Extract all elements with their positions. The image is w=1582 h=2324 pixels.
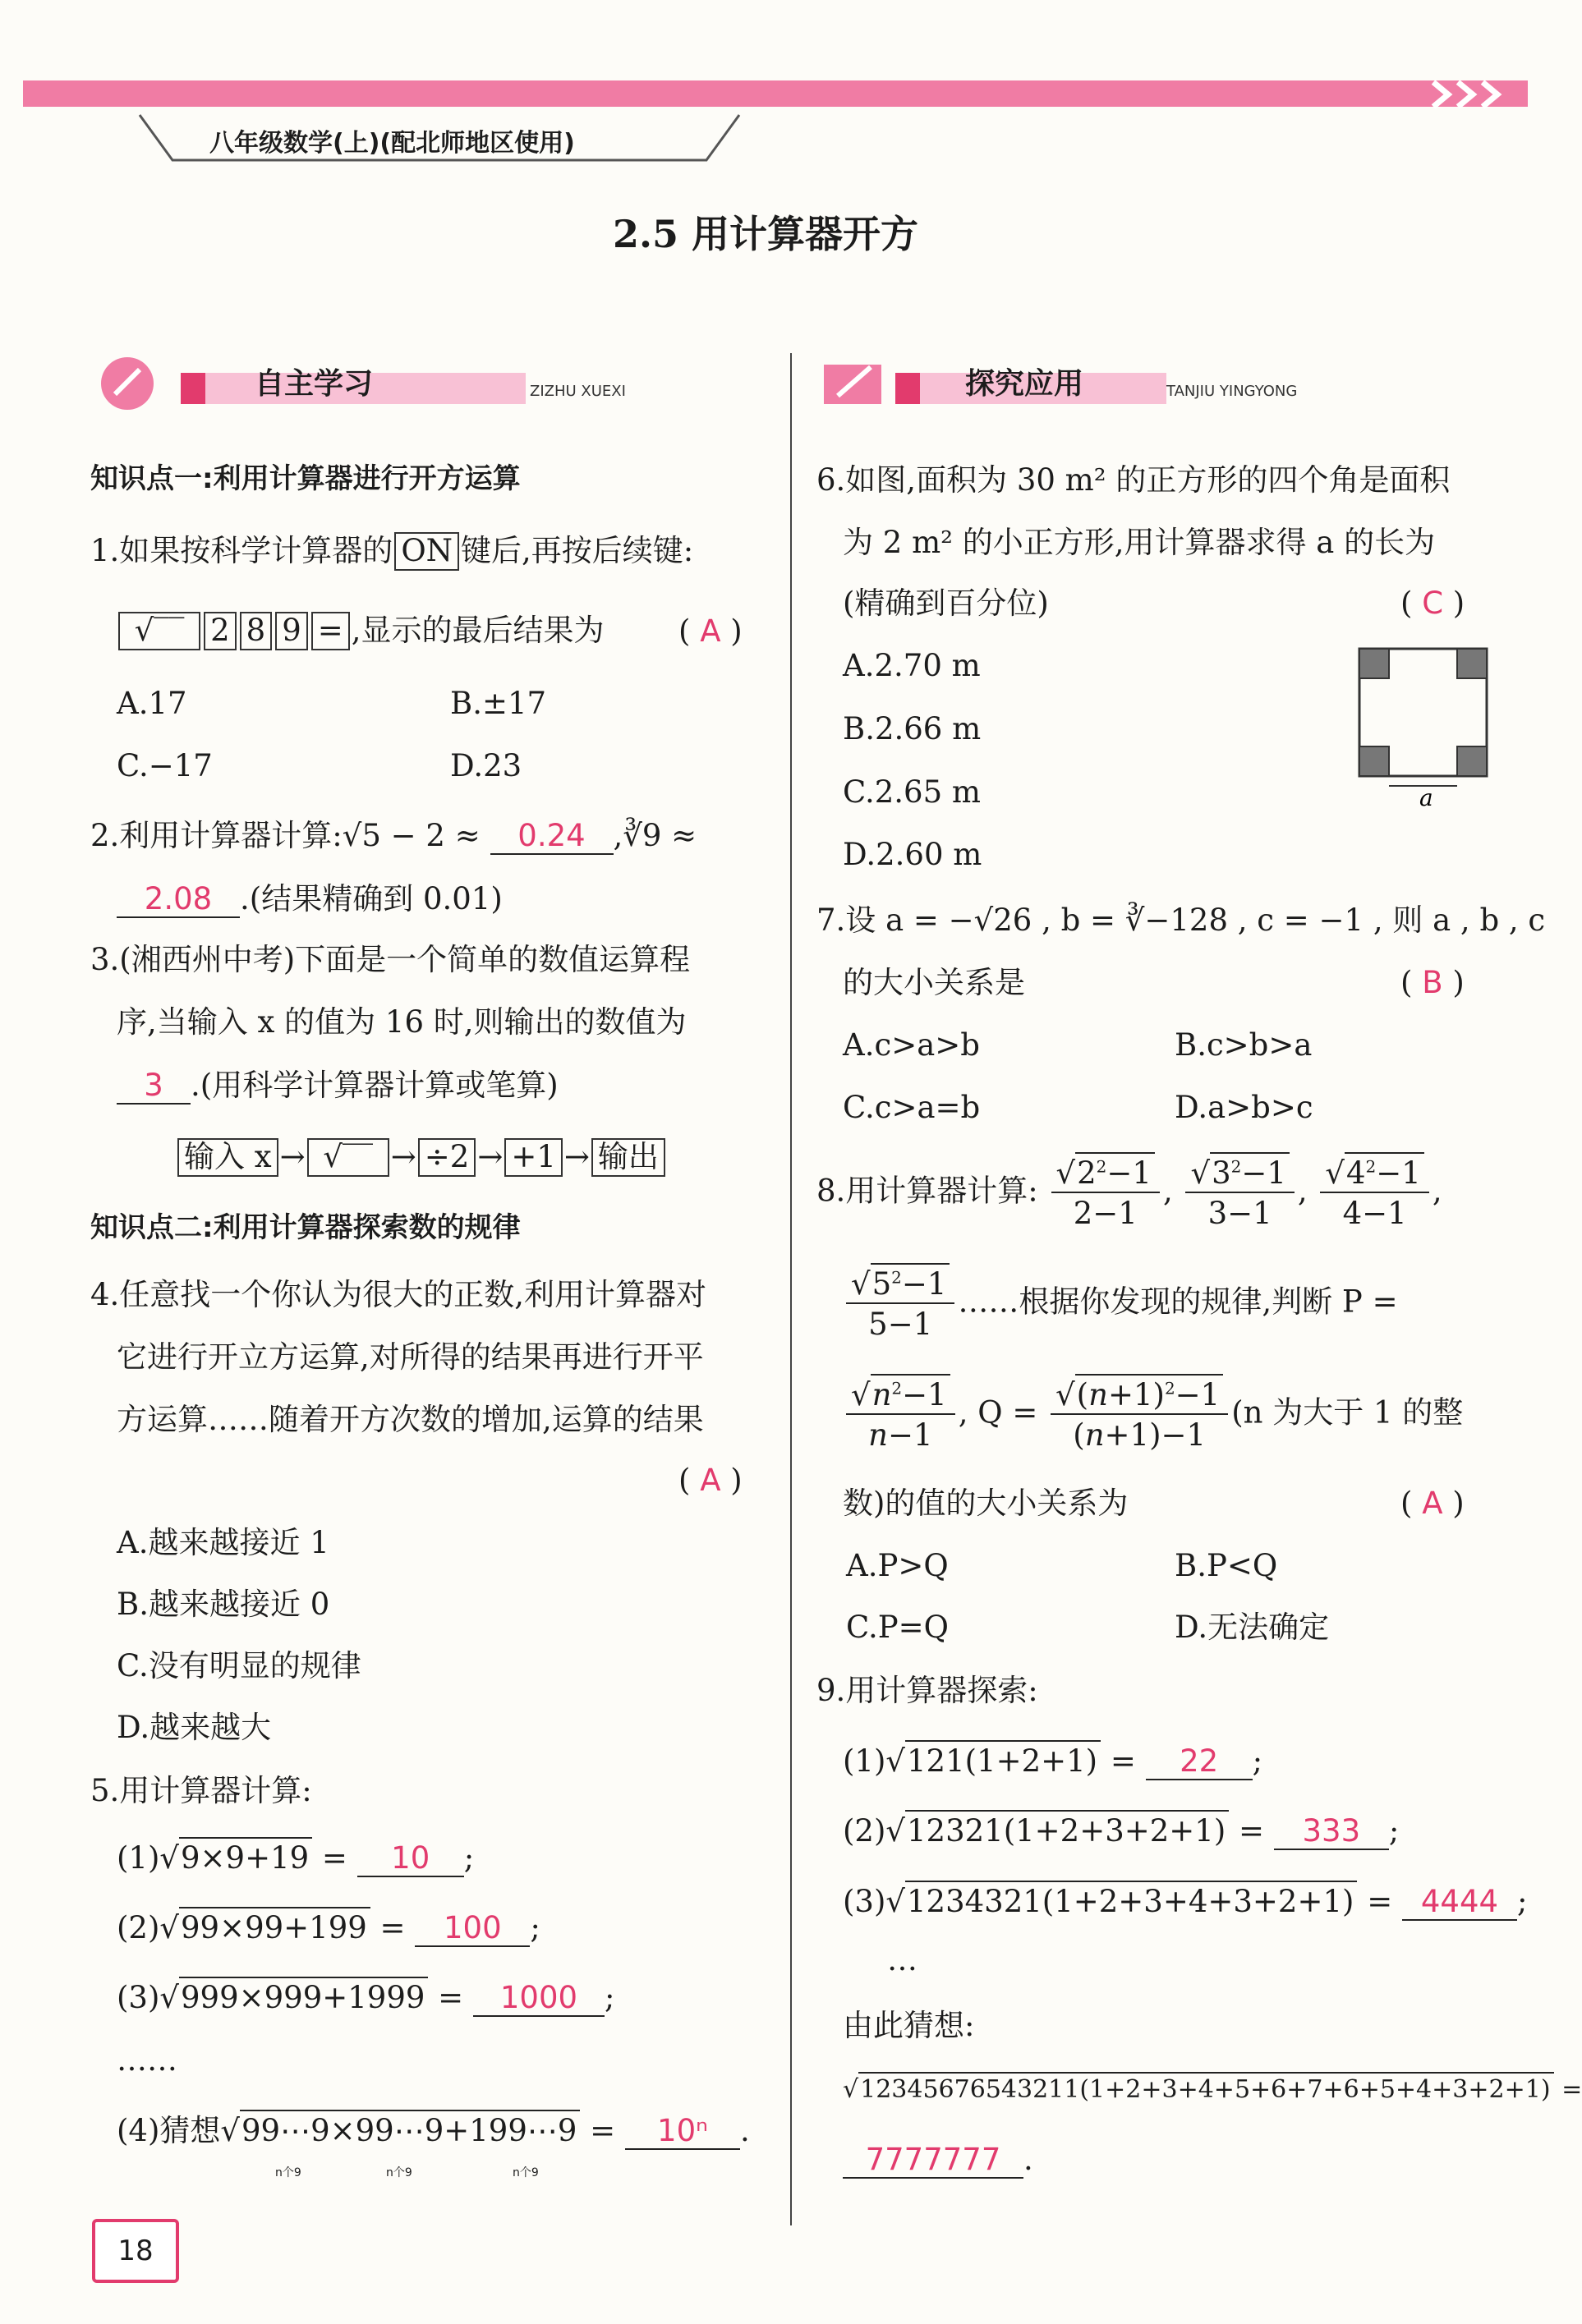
column-divider xyxy=(790,353,792,2225)
q8-option-a: A.P>Q xyxy=(846,1548,949,1583)
q9-item-3: (3)√1234321(1+2+3+4+3+2+1) = 4444 ; xyxy=(843,1885,1527,1921)
section-header-left xyxy=(90,355,657,412)
q8-line1: 8.用计算器计算: $\frac{√2^2-1}{2-1}$ , $\frac{√3^2-1}{3-1}$ , $\frac{√4^2-1}{4-1}$ , xyxy=(816,1158,1442,1229)
on-key: ON xyxy=(394,532,459,571)
q5-under-3: n个9 xyxy=(513,2166,539,2179)
q4-option-a: A.越来越接近 1 xyxy=(117,1525,329,1560)
q1-option-d: D.23 xyxy=(450,748,522,783)
q1-option-a: A.17 xyxy=(117,686,187,721)
q4-line2: 它进行开立方运算,对所得的结果再进行开平 xyxy=(117,1339,704,1375)
svg-text:ZIZHU XUEXI: ZIZHU XUEXI xyxy=(530,383,626,400)
q7-option-c: C.c>a=b xyxy=(843,1090,981,1125)
svg-text:a: a xyxy=(1419,784,1433,811)
q8-line2: $\frac{√5^2-1}{5-1}$ ……根据你发现的规律,判断 P = xyxy=(843,1269,1398,1339)
page-title: 2.5 用计算器开方 xyxy=(613,212,919,256)
q1-line1: 1.如果按科学计算器的 ON 键后,再按后续键: xyxy=(90,532,693,571)
q9-dots: … xyxy=(887,1942,917,1977)
knowledge-point-1: 知识点一:利用计算器进行开方运算 xyxy=(90,462,521,495)
svg-text:TANJIU YINGYONG: TANJIU YINGYONG xyxy=(1166,383,1298,400)
q6-option-d: D.2.60 m xyxy=(843,837,982,872)
knowledge-point-2: 知识点二:利用计算器探索数的规律 xyxy=(90,1211,521,1244)
q5-item-2: (2)√99×99+199 = 100 ; xyxy=(117,1912,540,1947)
q5-under-1: n个9 xyxy=(275,2166,301,2179)
q6-line3: (精确到百分位) xyxy=(843,586,1049,621)
q8-option-b: B.P<Q xyxy=(1175,1548,1278,1583)
q6-figure xyxy=(1355,645,1495,809)
pen-icon xyxy=(90,355,665,412)
q7-answer: ( B ) xyxy=(1400,965,1465,1000)
pen-icon xyxy=(817,355,1392,412)
q9-big-expr: √12345676543211(1+2+3+4+5+6+7+6+5+4+3+2+1) = xyxy=(843,2078,1582,2102)
q7-line1: 7.设 a = −√26 , b = ∛−128 , c = −1 , 则 a , b , c xyxy=(816,903,1546,938)
q6-answer: ( C ) xyxy=(1400,586,1465,621)
q8-answer: ( A ) xyxy=(1400,1486,1465,1521)
q1-option-b: B.±17 xyxy=(450,686,547,721)
book-title: 八年级数学(上)(配北师地区使用) xyxy=(209,129,575,158)
section-label-right: 探究应用 xyxy=(965,367,1084,401)
q6-option-c: C.2.65 m xyxy=(843,774,981,810)
q5-under-2: n个9 xyxy=(386,2166,412,2179)
q9-big-answer: 7777777 . xyxy=(843,2143,1033,2179)
q8-option-c: C.P=Q xyxy=(846,1610,949,1645)
q9-guess: 由此猜想: xyxy=(843,2008,975,2043)
q8-option-d: D.无法确定 xyxy=(1175,1610,1330,1645)
page-number: 18 xyxy=(117,2234,154,2267)
q8-line4: 数)的值的大小关系为 xyxy=(843,1486,1129,1521)
q9-stem: 9.用计算器探索: xyxy=(816,1673,1038,1708)
section-header-right xyxy=(817,355,1392,412)
q3-line2: 序,当输入 x 的值为 16 时,则输出的数值为 xyxy=(117,1004,687,1040)
q6-line1: 6.如图,面积为 30 m² 的正方形的四个角是面积 xyxy=(816,462,1451,498)
q4-answer: ( A ) xyxy=(678,1463,743,1498)
q4-option-b: B.越来越接近 0 xyxy=(117,1587,330,1622)
q4-line1: 4.任意找一个你认为很大的正数,利用计算器对 xyxy=(90,1277,707,1312)
q6-option-a: A.2.70 m xyxy=(843,648,981,683)
q3-flowchart: 输入 x → √‾‾ → ÷2 → +1 → 输出 xyxy=(176,1138,667,1177)
q9-item-1: (1)√121(1+2+1) = 22 ; xyxy=(843,1745,1262,1780)
q7-line2: 的大小关系是 xyxy=(843,965,1025,1000)
q6-option-b: B.2.66 m xyxy=(843,711,982,746)
q9-item-2: (2)√12321(1+2+3+2+1) = 333 ; xyxy=(843,1815,1399,1850)
q7-option-b: B.c>b>a xyxy=(1175,1027,1313,1063)
q5-guess: (4)猜想√99⋯9×99⋯9+199⋯9 = 10ⁿ . xyxy=(117,2115,750,2150)
q5-item-1: (1)√9×9+19 = 10 ; xyxy=(117,1842,474,1877)
q8-line3: $\frac{√n^2-1}{n-1}$ , Q = $\frac{√(n+1)^2-1}{(n+1)-1}$ (n 为大于 1 的整 xyxy=(843,1380,1463,1450)
sqrt-key: √‾‾ xyxy=(118,612,200,650)
q1-line2: √‾‾ 2 8 9 = ,显示的最后结果为 xyxy=(117,612,605,650)
q2-line1: 2.利用计算器计算:√5 − 2 ≈ 0.24 ,∛9 ≈ xyxy=(90,818,697,853)
q5-stem: 5.用计算器计算: xyxy=(90,1773,312,1808)
q4-option-c: C.没有明显的规律 xyxy=(117,1648,361,1683)
q6-line2: 为 2 m² 的小正方形,用计算器求得 a 的长为 xyxy=(843,525,1436,560)
q4-line3: 方运算……随着开方次数的增加,运算的结果 xyxy=(117,1402,704,1437)
q5-item-3: (3)√999×999+1999 = 1000 ; xyxy=(117,1982,614,2017)
q4-option-d: D.越来越大 xyxy=(117,1710,272,1745)
section-label-left: 自主学习 xyxy=(255,367,374,401)
q3-line3: 3 .(用科学计算器计算或笔算) xyxy=(117,1069,559,1105)
q1-option-c: C.−17 xyxy=(117,748,213,783)
q7-option-a: A.c>a>b xyxy=(843,1027,980,1063)
q1-answer: ( A ) xyxy=(678,613,743,649)
q3-line1: 3.(湘西州中考)下面是一个简单的数值运算程 xyxy=(90,942,691,977)
q5-dots: …… xyxy=(117,2042,177,2078)
page-number-box xyxy=(92,2219,179,2283)
q2-line2: 2.08 .(结果精确到 0.01) xyxy=(117,883,503,918)
q7-option-d: D.a>b>c xyxy=(1175,1090,1313,1125)
